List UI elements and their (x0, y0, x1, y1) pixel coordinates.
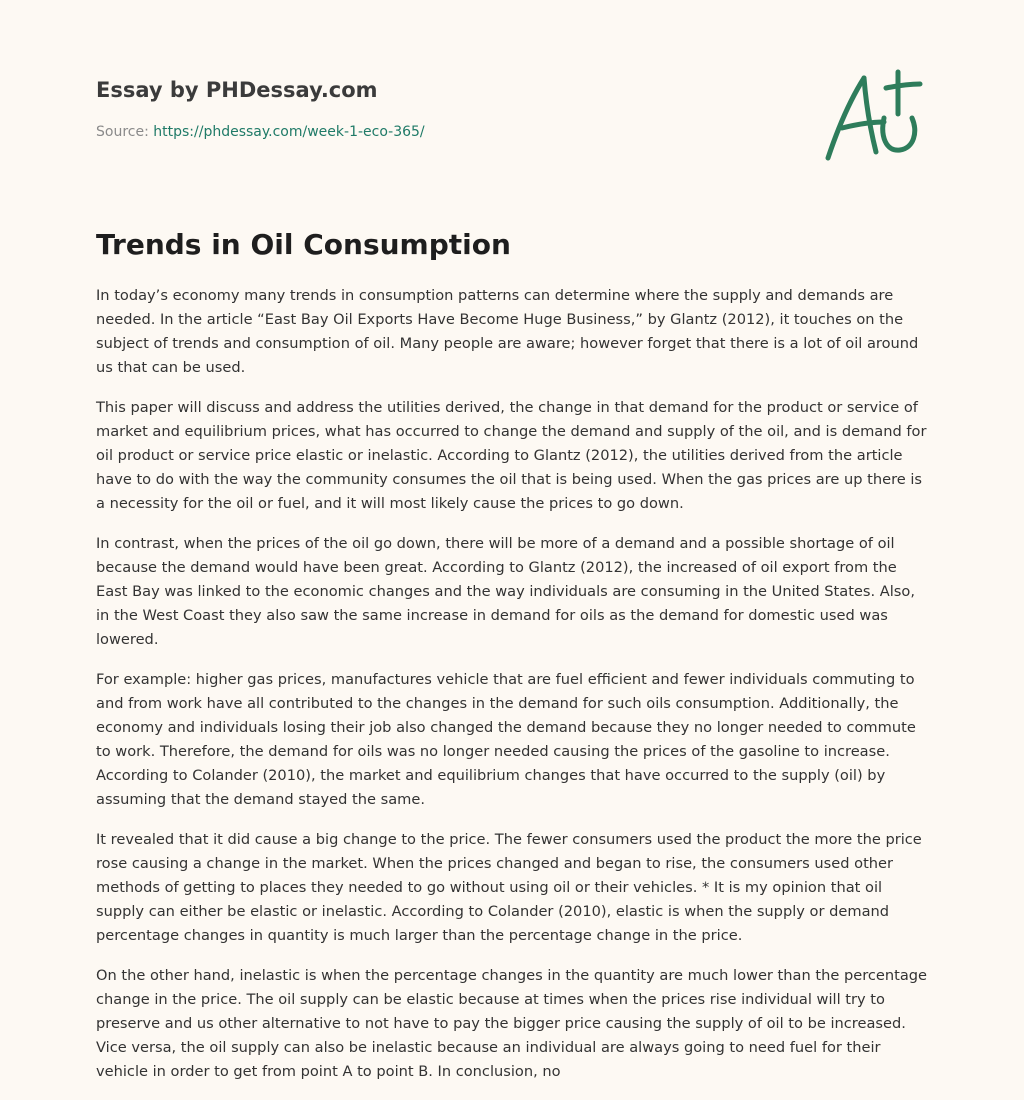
source-link[interactable]: https://phdessay.com/week-1-eco-365/ (153, 124, 425, 140)
paragraph: It revealed that it did cause a big change to the price. The fewer consumers used the product the more the price rose causing a change in the market. When the prices changed and began to rise, the consumers used other methods of getting to places they needed to go without using oil or their vehicles. * It is my opinion that oil supply can either be elastic or inelastic. According to Colander (2010), elastic is when the supply or demand percentage changes in quantity is much larger than the percentage change in the price. (96, 831, 922, 944)
paragraph: On the other hand, inelastic is when the percentage changes in the quantity are much lower than the percentage change in the price. The oil supply can be elastic because at times when the prices rise individual will try to preserve and us other alternative to not have to pay the bigger price causing the supply of oil to be increased. Vice versa, the oil supply can also be inelastic because an individual are always going to need fuel for their vehicle in order to get from point A to point B. In conclusion, no (96, 967, 928, 1080)
a-plus-logo-icon (820, 66, 930, 166)
paragraph: In contrast, when the prices of the oil go down, there will be more of a demand and a possible shortage of oil because the demand would have been great. According to Glantz (2012), the increased of oil export from the East Bay was linked to the economic changes and the way individuals are consuming in the United States. Also, in the West Coast they also saw the same increase in demand for oils as the demand for domestic used was lowered. (96, 535, 915, 648)
site-title: Essay by PHDessay.com (96, 78, 378, 102)
page-header (96, 74, 696, 142)
article-title: Trends in Oil Consumption (96, 228, 511, 261)
paragraph: This paper will discuss and address the utilities derived, the change in that demand for the product or service of market and equilibrium prices, what has occurred to change the demand and supply of the oil, and is demand for oil product or service price elastic or inelastic. According to Glantz (2012), the utilities derived from the article have to do with the way the community consumes the oil that is being used. When the gas prices are up there is a necessity for the oil or fuel, and it will most likely cause the prices to go down. (96, 399, 927, 512)
source-label: Source: (96, 124, 149, 140)
paragraph: For example: higher gas prices, manufactures vehicle that are fuel efficient and fewer individuals commuting to and from work have all contributed to the changes in the demand for such oils consumption. Additionally, the economy and individuals losing their job also changed the demand because they no longer needed to commute to work. Therefore, the demand for oils was no longer needed causing the prices of the gasoline to increase. According to Colander (2010), the market and equilibrium changes that have occurred to the supply (oil) by assuming that the demand stayed the same. (96, 671, 916, 808)
paragraph: In today’s economy many trends in consumption patterns can determine where the supply and demands are needed. In the article “East Bay Oil Exports Have Become Huge Business,” by Glantz (2012), it touches on the subject of trends and consumption of oil. Many people are aware; however forget that there is a lot of oil around us that can be used. (96, 287, 919, 376)
source-line (96, 122, 696, 142)
article-body (96, 284, 928, 1100)
